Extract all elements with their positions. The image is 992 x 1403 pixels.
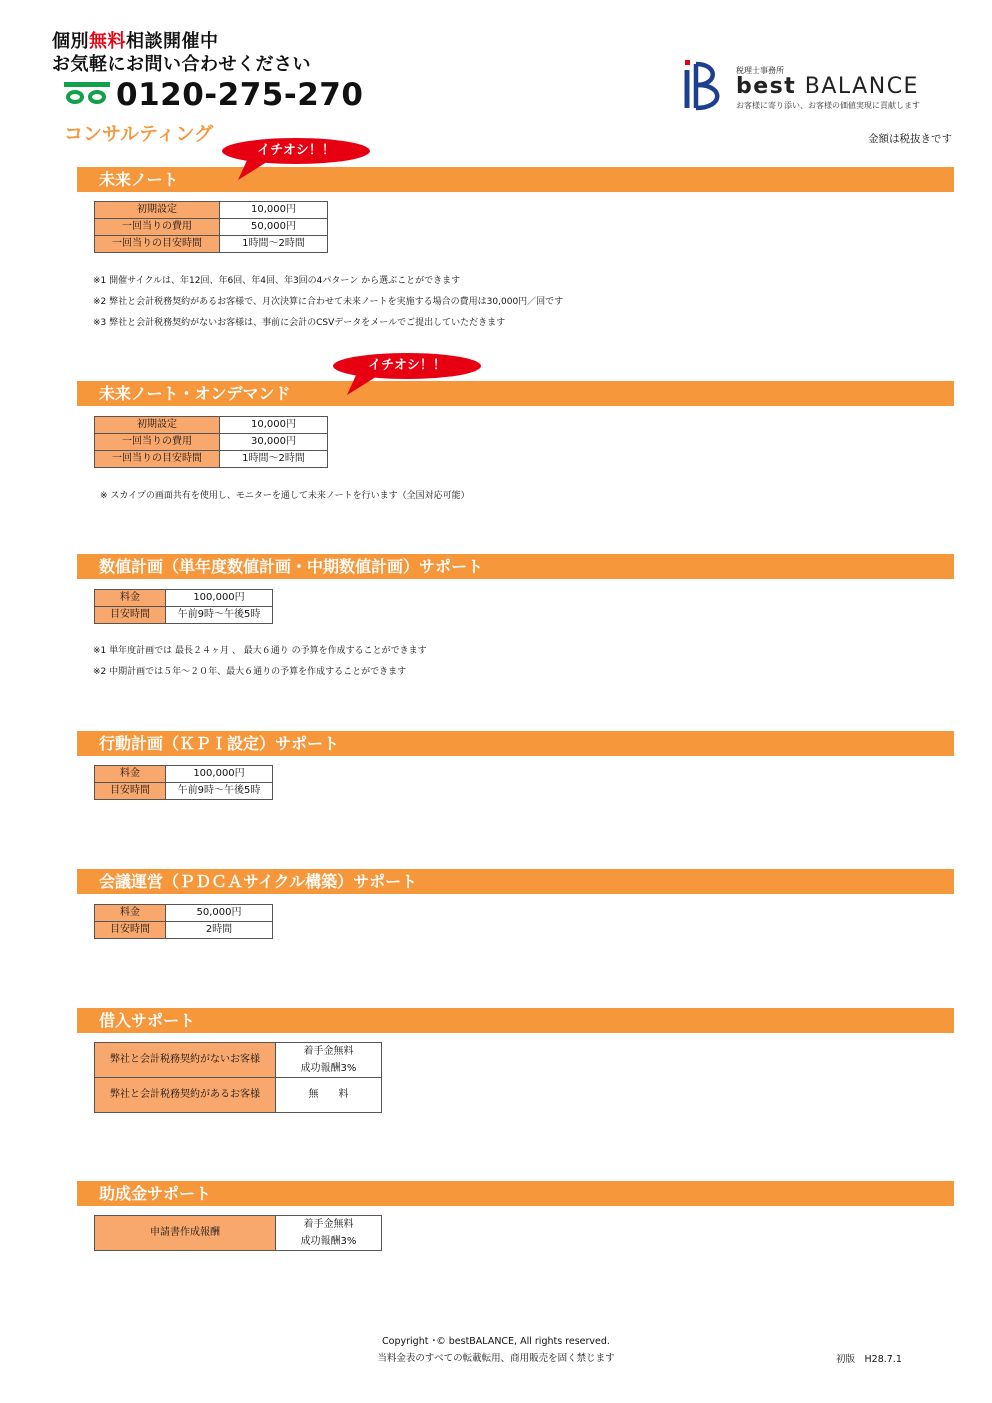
footnote: ※ スカイプの画面共有を使用し、モニターを通して未来ノートを行います（全国対応可能） xyxy=(100,491,470,501)
page-title: コンサルティング xyxy=(64,123,214,145)
footnote: ※2 中期計画では５年～２０年、最大６通りの予算を作成することができます xyxy=(93,667,407,677)
copyright: Copyright ･© bestBALANCE, All rights reserved. xyxy=(382,1336,610,1347)
section-title-loan: 借入サポート xyxy=(77,1008,954,1033)
table-row: 一回当りの目安時間 1時間～2時間 xyxy=(95,236,328,253)
price-table-subsidy xyxy=(94,1215,382,1251)
table-row: 初期設定 10,000円 xyxy=(95,417,328,434)
table-row: 目安時間 午前9時～午後5時 xyxy=(95,607,273,624)
section-title-subsidy: 助成金サポート xyxy=(77,1181,954,1206)
price-table-on-demand xyxy=(94,416,328,468)
table-row: 初期設定 10,000円 xyxy=(95,202,328,219)
table-row: 一回当りの費用 50,000円 xyxy=(95,219,328,236)
footnote: ※1 開催サイクルは、年12回、年6回、年4回、年3回の4パターン から選ぶことができます xyxy=(93,276,461,286)
recommend-badge: イチオシ！！ xyxy=(222,138,370,184)
price-table-numeric-plan xyxy=(94,589,273,624)
section-title-kpi: 行動計画（ＫＰＩ設定）サポート xyxy=(77,731,954,756)
table-row: 目安時間 午前9時～午後5時 xyxy=(95,783,273,800)
logo-tagline: お客様に寄り添い、お客様の価値実現に貢献します xyxy=(736,101,920,110)
price-table-pdca xyxy=(94,904,273,939)
company-logo xyxy=(682,58,942,114)
contact-invitation: お気軽にお問い合わせください xyxy=(52,54,311,75)
campaign-heading: 個別無料相談開催中 xyxy=(52,31,219,52)
table-row: 料金 100,000円 xyxy=(95,766,273,783)
section-title-mirai-note: 未来ノート xyxy=(77,167,954,192)
price-table-kpi xyxy=(94,765,273,800)
phone-block xyxy=(64,77,363,113)
table-row: 弊社と会計税務契約があるお客様 無 料 xyxy=(95,1078,382,1113)
section-title-on-demand: 未来ノート・オンデマンド xyxy=(77,381,954,406)
section-title-numeric-plan: 数値計画（単年度数値計画・中期数値計画）サポート xyxy=(77,554,954,579)
table-row: 弊社と会計税務契約がないお客様 着手金無料 成功報酬3% xyxy=(95,1043,382,1078)
recommend-badge: イチオシ！！ xyxy=(333,353,481,399)
section-title-pdca: 会議運営（ＰＤＣＡサイクル構築）サポート xyxy=(77,869,954,894)
price-table-mirai-note xyxy=(94,201,328,253)
logo-brand: best BALANCE xyxy=(736,74,919,99)
table-row: 一回当りの目安時間 1時間～2時間 xyxy=(95,451,328,468)
price-table-loan xyxy=(94,1042,382,1113)
footnote: ※1 単年度計画では 最長２４ヶ月 、 最大６通り の予算を作成することができます xyxy=(93,646,427,656)
tax-note: 金額は税抜きです xyxy=(868,133,952,145)
table-row: 目安時間 2時間 xyxy=(95,922,273,939)
reprint-notice: 当料金表のすべての転載転用、商用販売を固く禁じます xyxy=(377,1353,615,1364)
table-row: 料金 50,000円 xyxy=(95,905,273,922)
table-row: 一回当りの費用 30,000円 xyxy=(95,434,328,451)
free-highlight: 無料 xyxy=(89,31,126,52)
version-label: 初版 H28.7.1 xyxy=(836,1354,902,1365)
phone-number[interactable]: 0120-275-270 xyxy=(116,77,364,113)
footnote: ※2 弊社と会計税務契約があるお客様で、月次決算に合わせて未来ノートを実施する場合の費用は30,000円／回です xyxy=(93,297,564,307)
logo-subtitle: 税理士事務所 xyxy=(736,66,784,75)
table-row: 料金 100,000円 xyxy=(95,590,273,607)
table-row: 申請書作成報酬 着手金無料 成功報酬3% xyxy=(95,1216,382,1251)
footnote: ※3 弊社と会計税務契約がないお客様は、事前に会計のCSVデータをメールでご提出していただきます xyxy=(93,318,506,328)
freedial-icon xyxy=(64,82,110,108)
logo-mark-icon xyxy=(682,58,730,112)
